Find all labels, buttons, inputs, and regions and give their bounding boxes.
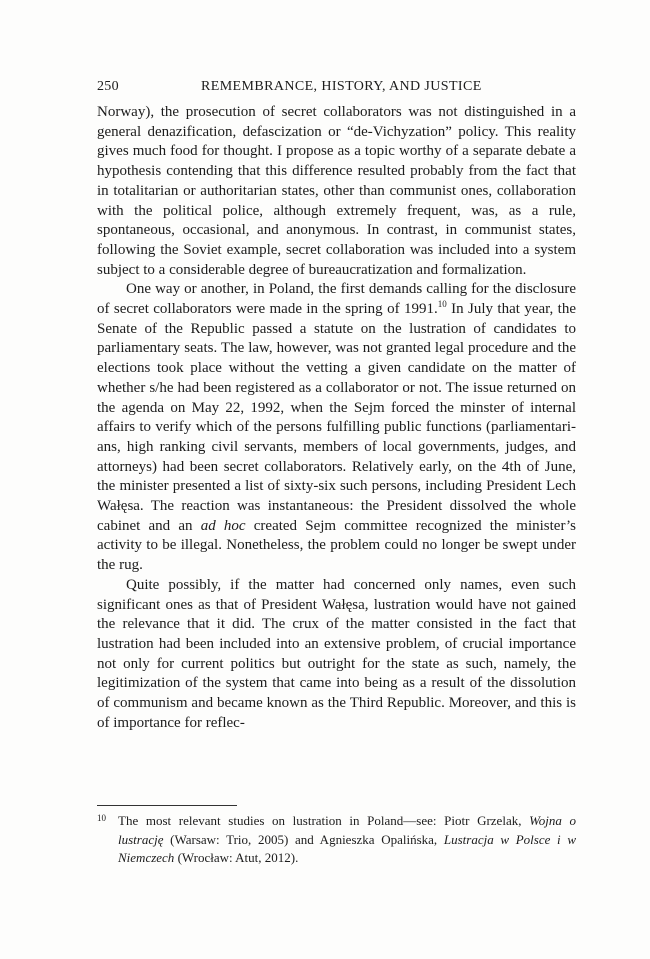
paragraph-2-text-c: created Sejm committee recognized the minister’s activity to be illegal. Nonetheless, the problem could no longer be swept under the rug.: [97, 517, 576, 574]
paragraph-1: Norway), the prosecution of secret collaborators was not distinguished in a general denazification, defascization or “de-Vichyzation” policy. This reality gives much food for thought. I propose as a topic worthy of a separate debate a hypothesis contending that this difference resulted probably from the fact that in totalitarian or authoritarian states, other than communist ones, collaboration with the political police, although extremely frequent, was, as a rule, spontaneous, occasional, and anonymous. In contrast, in communist states, following the Soviet example, secret collaboration was included into a system subject to a considerable degree of bureaucratization and formalization.: [97, 104, 576, 278]
footnote-tail: (Wrocław: Atut, 2012).: [174, 850, 299, 865]
footnote-number: 10: [97, 813, 106, 823]
body-text: [97, 103, 576, 734]
italic-phrase: ad hoc: [200, 517, 246, 534]
page-number: 250: [97, 79, 119, 94]
footnote: [97, 812, 576, 868]
footnote-title-1: Wojna o lustrację: [118, 813, 576, 847]
footnote-reference: 10: [437, 299, 447, 310]
footnote-lead: The most relevant studies on lustration in Poland—see: Piotr Grzelak,: [118, 813, 530, 828]
running-title: REMEMBRANCE, HISTORY, AND JUSTICE: [201, 79, 482, 94]
paragraph-3: Quite possibly, if the matter had concerned only names, even such significant ones as that of President Wałęsa, lustration would have not gained the relevance that it did. The crux of the matter consisted in the fact that lustration had been included into an extensive problem, of crucial importance not only for current politics but outright for the state as such, namely, the legitimization of the system that came into being as a result of the dissolution of communism and became known as the Third Republic. Moreover, and this is of importance for reflec-: [97, 576, 576, 731]
paragraph-2-text-b: In July that year, the Senate of the Republic passed a statute on the lustration of candidates to parliamentary seats. The law, however, was not granted legal procedure and the elections took place without the vetting a given candidate on the matter of whether s/he had been registered as a collaborator or not. The issue returned on the agenda on May 22, 1992, when the Sejm forced the minster of internal affairs to verify which of the persons fulfilling public functions (parliamentarians, high ranking civil servants, members of local governments, judges, and attorneys) had been secret collaborators. Relatively early, on the 4th of June, the minister presented a list of sixty-six such persons, including President Lech Wałęsa. The reaction was instantaneous: the President dissolved the whole cabinet and an: [97, 301, 577, 534]
paragraph-2-text-a: One way or another, in Poland, the first demands calling for the disclosure of secret collaborators were made in the spring of 1991.: [97, 281, 576, 318]
footnote-divider: [97, 805, 237, 806]
paragraph-2: [97, 280, 576, 576]
footnote-title-2: Lustracja w Polsce i w Niemczech: [118, 831, 576, 865]
footnote-text: [118, 812, 576, 868]
footnote-middle: (Warsaw: Trio, 2005) and Agnieszka Opalińska,: [163, 831, 444, 847]
